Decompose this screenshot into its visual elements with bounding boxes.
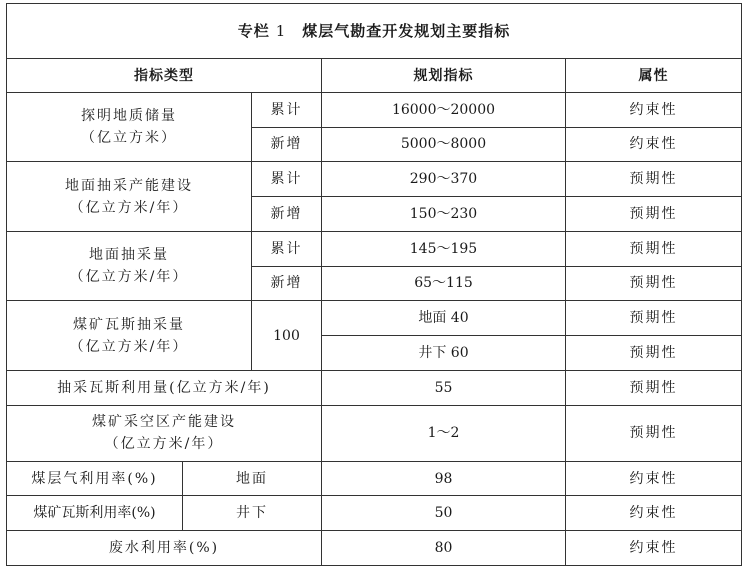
reserves-added-label: 新增 [252,127,322,162]
capacity-cumulative-attr: 预期性 [566,162,742,197]
extraction-unit: （亿立方米/年） [69,269,189,286]
reserves-name: 探明地质储量 [81,108,177,125]
mine-rate-attr: 约束性 [566,496,742,531]
capacity-name: 地面抽采产能建设 [65,177,193,194]
reserves-cumulative-value: 16000～20000 [322,92,566,127]
capacity-added-attr: 预期性 [566,197,742,232]
reserves-unit: （亿立方米） [81,130,177,147]
reserves-added-attr: 约束性 [566,127,742,162]
reserves-cumulative-label: 累计 [252,92,322,127]
table-row [7,92,742,127]
gas-use-value: 55 [322,370,566,405]
capacity-cumulative-value: 290～370 [322,162,566,197]
water-rate-attr: 约束性 [566,531,742,566]
table-row [7,405,742,461]
extraction-cumulative-attr: 预期性 [566,231,742,266]
reserves-cumulative-attr: 约束性 [566,92,742,127]
mine-gas-unit: （亿立方米/年） [69,338,189,355]
mine-rate-sub: 井下 [183,496,322,531]
header-attribute: 属性 [566,59,742,93]
extraction-added-attr: 预期性 [566,266,742,301]
caption-title: 煤层气勘查开发规划主要指标 [302,22,511,41]
mine-gas-underground-attr: 预期性 [566,336,742,371]
mine-gas-surface-value: 地面 40 [322,301,566,336]
extraction-name: 地面抽采量 [89,247,169,264]
reserves-added-value: 5000～8000 [322,127,566,162]
mine-gas-underground-value: 井下 60 [322,336,566,371]
cbm-rate-attr: 约束性 [566,461,742,496]
mine-gas-total: 100 [252,301,322,370]
capacity-added-label: 新增 [252,197,322,232]
capacity-name-cell [7,162,252,231]
table-row [7,461,742,496]
mine-gas-name-cell [7,301,252,370]
reserves-name-cell [7,92,252,161]
header-row [7,59,742,93]
goaf-value: 1～2 [322,405,566,461]
table-row [7,301,742,336]
capacity-unit: （亿立方米/年） [69,199,189,216]
indicator-table [6,3,742,566]
table-row [7,162,742,197]
table-caption [7,4,742,59]
water-rate-name: 废水利用率(%) [7,531,322,566]
table-row [7,496,742,531]
mine-rate-value: 50 [322,496,566,531]
gas-use-name: 抽采瓦斯利用量(亿立方米/年) [7,370,322,405]
goaf-name: 煤矿采空区产能建设 [92,414,236,431]
mine-gas-name: 煤矿瓦斯抽采量 [73,316,185,333]
capacity-cumulative-label: 累计 [252,162,322,197]
water-rate-value: 80 [322,531,566,566]
gas-use-attr: 预期性 [566,370,742,405]
caption-number: 1 [275,22,287,41]
goaf-name-cell [7,405,322,461]
cbm-rate-value: 98 [322,461,566,496]
table-caption-row [7,4,742,59]
extraction-added-label: 新增 [252,266,322,301]
extraction-added-value: 65～115 [322,266,566,301]
header-category: 指标类型 [7,59,322,93]
goaf-attr: 预期性 [566,405,742,461]
mine-rate-name: 煤矿瓦斯利用率(%) [7,496,183,531]
table-row [7,231,742,266]
header-target: 规划指标 [322,59,566,93]
table-row [7,531,742,566]
cbm-rate-name: 煤层气利用率(%) [7,461,183,496]
cbm-rate-sub: 地面 [183,461,322,496]
extraction-cumulative-value: 145～195 [322,231,566,266]
capacity-added-value: 150～230 [322,197,566,232]
goaf-unit: （亿立方米/年） [104,436,224,453]
mine-gas-surface-attr: 预期性 [566,301,742,336]
table-row [7,370,742,405]
extraction-name-cell [7,231,252,300]
extraction-cumulative-label: 累计 [252,231,322,266]
caption-label: 专栏 [237,22,270,41]
